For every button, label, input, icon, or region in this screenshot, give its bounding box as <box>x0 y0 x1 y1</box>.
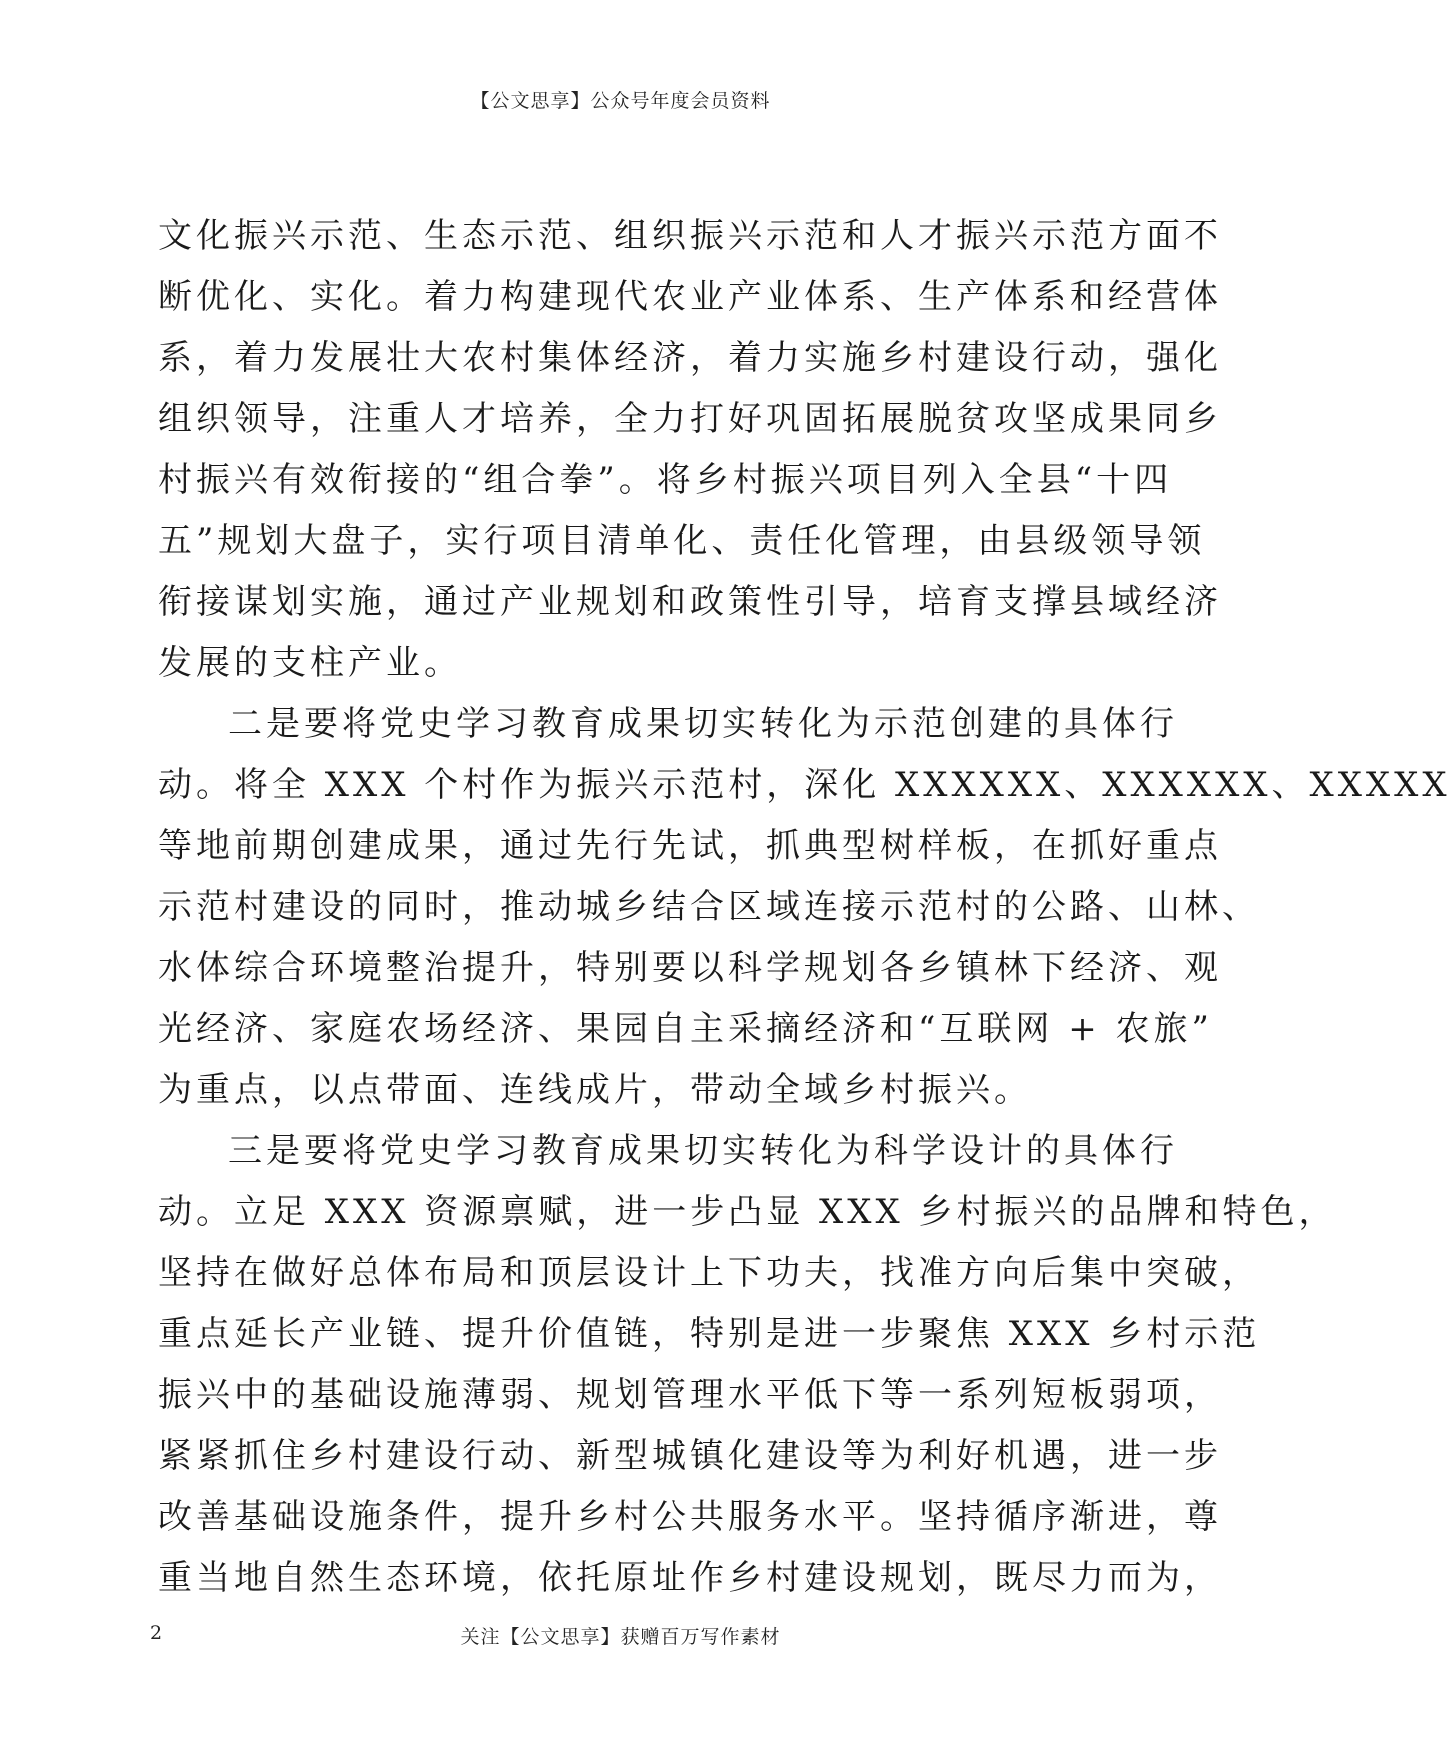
paragraph-start-line: 二是要将党史学习教育成果切实转化为示范创建的具体行 <box>228 704 1178 744</box>
text-line: 组织领导，注重人才培养，全力打好巩固拓展脱贫攻坚成果同乡 <box>158 399 1222 439</box>
text-line: 衔接谋划实施，通过产业规划和政策性引导，培育支撑县域经济 <box>158 582 1222 622</box>
text-line: 发展的支柱产业。 <box>158 643 462 683</box>
footer-note: 关注【公文思享】获赠百万写作素材 <box>460 1626 781 1648</box>
text-line: 坚持在做好总体布局和顶层设计上下功夫，找准方向后集中突破， <box>158 1253 1260 1293</box>
page-footer <box>0 1622 1241 1648</box>
text-line: 动。将全 XXX 个村作为振兴示范村，深化 XXXXXX、XXXXXX、XXXXX <box>158 765 1451 805</box>
page-header: 【公文思享】公众号年度会员资料 <box>470 90 771 112</box>
text-line: 示范村建设的同时，推动城乡结合区域连接示范村的公路、山林、 <box>158 887 1260 927</box>
text-line: 动。立足 XXX 资源禀赋，进一步凸显 XXX 乡村振兴的品牌和特色， <box>158 1192 1337 1232</box>
text-line: 为重点，以点带面、连线成片，带动全域乡村振兴。 <box>158 1070 1032 1110</box>
text-line: 文化振兴示范、生态示范、组织振兴示范和人才振兴示范方面不 <box>158 216 1222 256</box>
text-line: 改善基础设施条件，提升乡村公共服务水平。坚持循序渐进，尊 <box>158 1497 1222 1537</box>
page-number: 2 <box>150 1622 163 1644</box>
document-body <box>158 206 1451 1609</box>
text-line: 水体综合环境整治提升，特别要以科学规划各乡镇林下经济、观 <box>158 948 1222 988</box>
text-line: 光经济、家庭农场经济、果园自主采摘经济和“互联网 + 农旅” <box>158 1009 1213 1049</box>
text-line: 重当地自然生态环境，依托原址作乡村建设规划，既尽力而为， <box>158 1558 1222 1598</box>
text-line: 五”规划大盘子，实行项目清单化、责任化管理，由县级领导领 <box>158 521 1206 561</box>
text-line: 断优化、实化。着力构建现代农业产业体系、生产体系和经营体 <box>158 277 1222 317</box>
text-line: 系，着力发展壮大农村集体经济，着力实施乡村建设行动，强化 <box>158 338 1222 378</box>
text-line: 重点延长产业链、提升价值链，特别是进一步聚焦 XXX 乡村示范 <box>158 1314 1261 1354</box>
text-line: 村振兴有效衔接的“组合拳”。将乡村振兴项目列入全县“十四 <box>158 460 1173 500</box>
text-line: 紧紧抓住乡村建设行动、新型城镇化建设等为利好机遇，进一步 <box>158 1436 1222 1476</box>
text-line: 振兴中的基础设施薄弱、规划管理水平低下等一系列短板弱项， <box>158 1375 1222 1415</box>
text-line: 等地前期创建成果，通过先行先试，抓典型树样板，在抓好重点 <box>158 826 1222 866</box>
paragraph-start-line: 三是要将党史学习教育成果切实转化为科学设计的具体行 <box>228 1131 1178 1171</box>
